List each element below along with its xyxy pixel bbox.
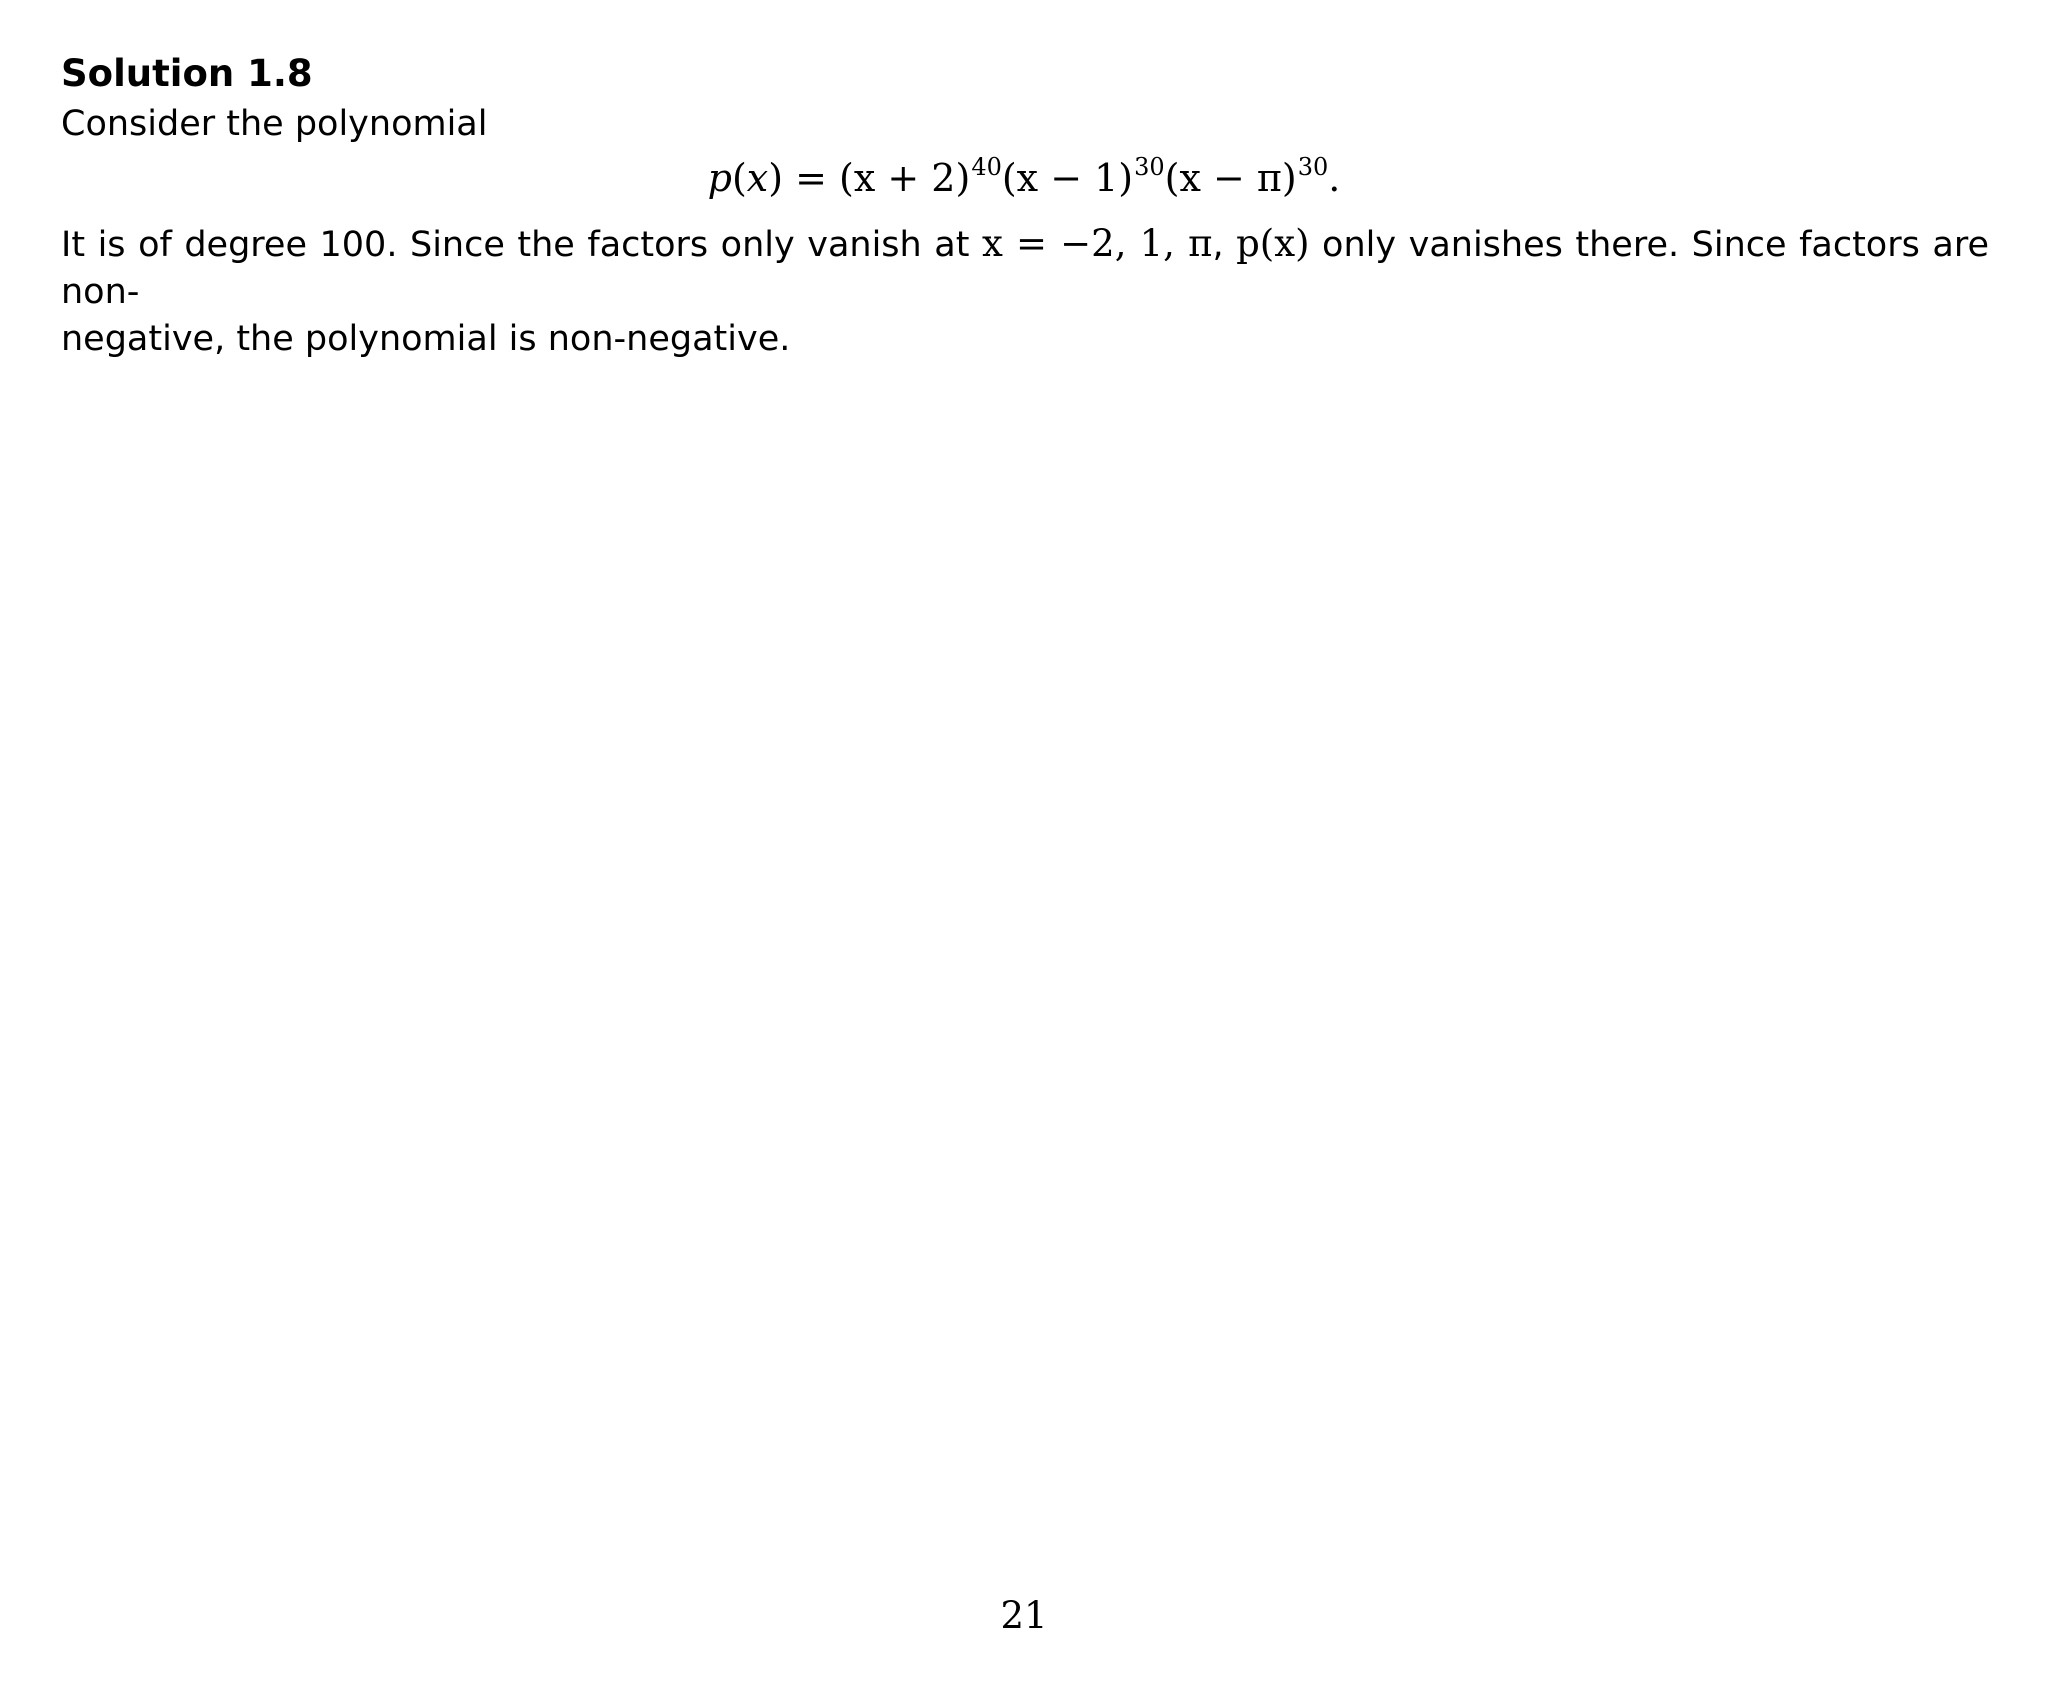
paragraph-math-roots: x = −2, 1, π bbox=[981, 222, 1213, 265]
equation-close-paren: ) bbox=[768, 156, 784, 200]
intro-text: Consider the polynomial bbox=[61, 104, 488, 144]
paragraph-text-1c: only vanishes there. Since factors are non- bbox=[61, 225, 1989, 312]
equation-exponent-1: 40 bbox=[971, 153, 1002, 181]
equation-factor-2: (x − 1) bbox=[1001, 156, 1134, 200]
page-number: 21 bbox=[1000, 1594, 1048, 1637]
paragraph-math-px: p(x) bbox=[1236, 222, 1310, 265]
equation-exponent-2: 30 bbox=[1134, 153, 1165, 181]
paragraph-line-2: negative, the polynomial is non-negative. bbox=[61, 319, 791, 359]
equation-equals: = bbox=[783, 156, 840, 200]
equation-p: p bbox=[707, 156, 732, 200]
solution-heading: Solution 1.8 bbox=[61, 52, 313, 95]
equation-open-paren: ( bbox=[731, 156, 747, 200]
paragraph-line-1 bbox=[61, 220, 1989, 316]
equation-factor-3: (x − π) bbox=[1164, 156, 1297, 200]
equation-factor-1: (x + 2) bbox=[839, 156, 971, 200]
equation-exponent-3: 30 bbox=[1297, 153, 1329, 181]
equation-period: . bbox=[1328, 156, 1341, 200]
equation-x: x bbox=[746, 156, 769, 200]
explanation-paragraph bbox=[61, 220, 1989, 363]
polynomial-equation bbox=[0, 150, 2048, 211]
paragraph-text-1a: It is of degree 100. Since the factors only vanish at bbox=[61, 225, 982, 265]
paragraph-text-1b: , bbox=[1212, 225, 1237, 265]
